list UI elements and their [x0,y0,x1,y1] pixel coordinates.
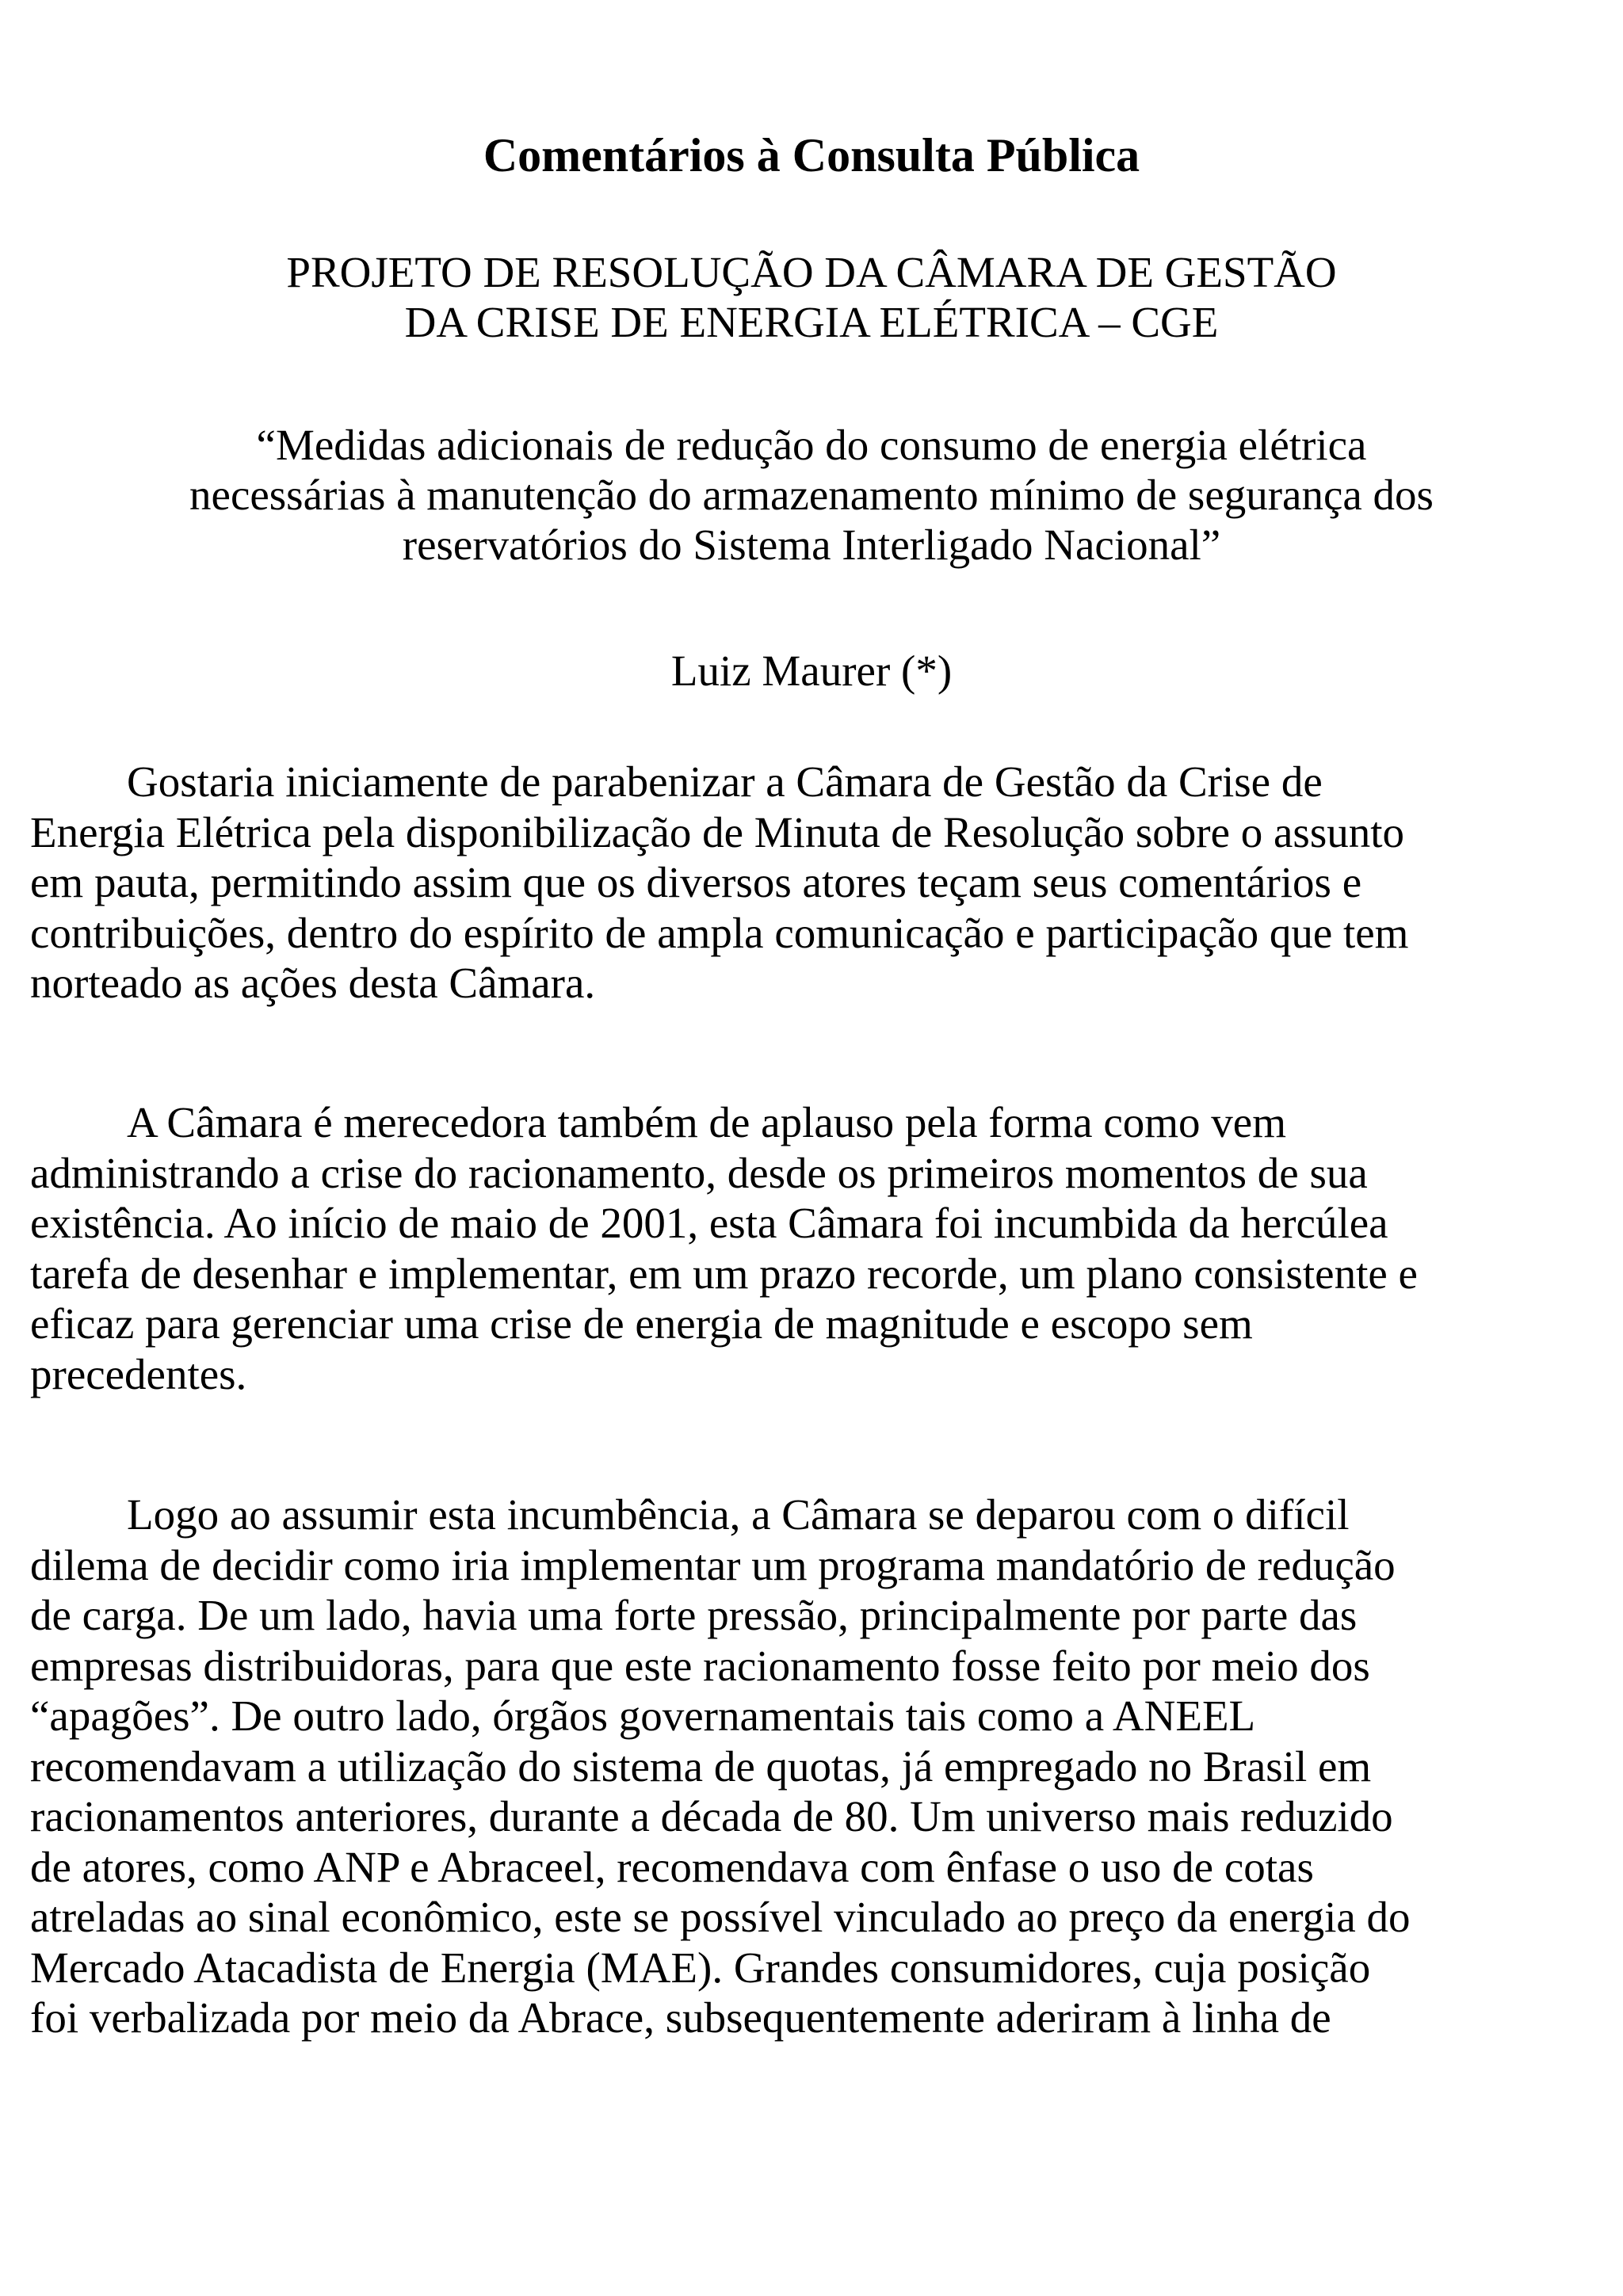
paragraph-line: recomendavam a utilização do sistema de quotas, já empregado no Brasil em [30,1741,1372,1791]
paragraph-line: eficaz para gerenciar uma crise de energia de magnitude e escopo sem [30,1299,1253,1348]
author-name-text: Luiz Maurer (*) [670,646,953,695]
paragraph-line: de carga. De um lado, havia uma forte pressão, principalmente por parte das [30,1591,1358,1639]
paragraph-line: foi verbalizada por meio da Abrace, subsequentemente aderiram à linha de [30,1993,1331,2042]
quoted-subject-line: necessárias à manutenção do armazenamento mínimo de segurança dos [189,471,1434,519]
paragraph-line: Mercado Atacadista de Energia (MAE). Grandes consumidores, cuja posição [30,1943,1371,1992]
project-heading [0,247,1623,347]
quoted-subject [0,420,1623,570]
quoted-subject-line: “Medidas adicionais de redução do consumo de energia elétrica [256,421,1367,469]
project-heading-line: PROJETO DE RESOLUÇÃO DA CÂMARA DE GESTÃO [286,248,1337,296]
paragraph-line: racionamentos anteriores, durante a década de 80. Um universo mais reduzido [30,1792,1393,1840]
paragraph-line: empresas distribuidoras, para que este racionamento fosse feito por meio dos [30,1641,1370,1690]
quoted-subject-line: reservatórios do Sistema Interligado Nacional” [402,521,1221,569]
paragraph-line: administrando a crise do racionamento, desde os primeiros momentos de sua [30,1148,1368,1197]
paragraph-2 [30,1097,1595,1399]
project-heading-line: DA CRISE DE ENERGIA ELÉTRICA – CGE [404,298,1219,346]
paragraph-line: tarefa de desenhar e implementar, em um prazo recorde, um plano consistente e [30,1249,1418,1298]
author-name [0,646,1623,696]
paragraph-line: A Câmara é merecedora também de aplauso pela forma como vem [127,1098,1286,1146]
paragraph-line: norteado as ações desta Câmara. [30,959,596,1007]
paragraph-1 [30,757,1595,1009]
paragraph-line: atreladas ao sinal econômico, este se possível vinculado ao preço da energia do [30,1893,1411,1941]
paragraph-3 [30,1489,1595,2043]
paragraph-line: existência. Ao início de maio de 2001, esta Câmara foi incumbida da hercúlea [30,1199,1388,1247]
paragraph-line: Logo ao assumir esta incumbência, a Câmara se deparou com o difícil [127,1490,1350,1539]
paragraph-line: “apagões”. De outro lado, órgãos governamentais tais como a ANEEL [30,1691,1256,1740]
paragraph-line: de atores, como ANP e Abraceel, recomendava com ênfase o uso de cotas [30,1842,1314,1891]
page-title: Comentários à Consulta Pública [483,129,1140,181]
paragraph-line: contribuições, dentro do espírito de ampla comunicação e participação que tem [30,908,1409,957]
paragraph-line: em pauta, permitindo assim que os diversos atores teçam seus comentários e [30,858,1362,906]
paragraph-line: dilema de decidir como iria implementar um programa mandatório de redução [30,1540,1396,1589]
paragraph-line: Energia Elétrica pela disponibilização de Minuta de Resolução sobre o assunto [30,807,1405,856]
paragraph-line: Gostaria iniciamente de parabenizar a Câmara de Gestão da Crise de [127,757,1323,806]
paragraph-line: precedentes. [30,1349,247,1398]
